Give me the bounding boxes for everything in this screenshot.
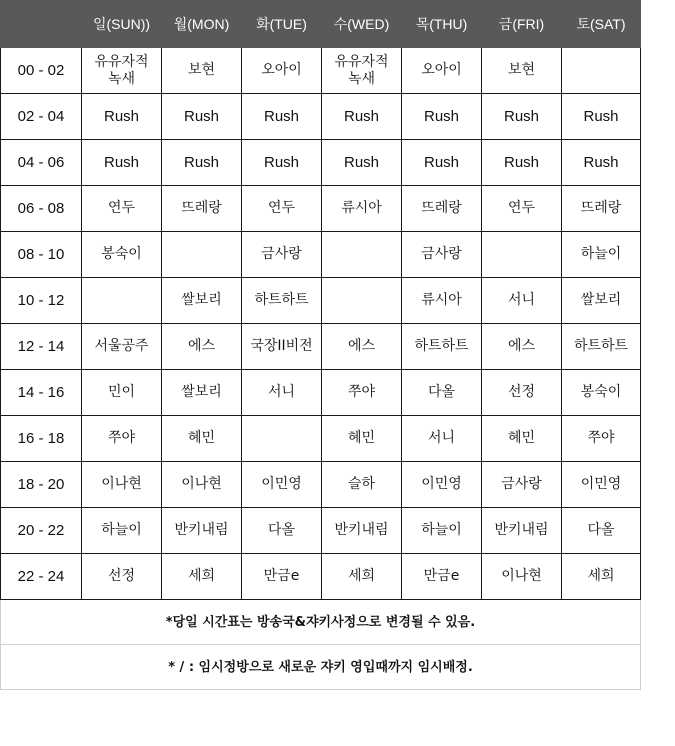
schedule-cell: 쌀보리 (162, 370, 242, 416)
schedule-cell: Rush (562, 94, 641, 140)
schedule-cell (322, 232, 402, 278)
header-row (1, 1, 641, 48)
time-slot-label: 10 - 12 (1, 278, 82, 324)
schedule-cell: Rush (162, 140, 242, 186)
time-slot-label: 12 - 14 (1, 324, 82, 370)
schedule-cell: 뜨레랑 (162, 186, 242, 232)
schedule-cell: 하트하트 (242, 278, 322, 324)
schedule-cell: 금사랑 (242, 232, 322, 278)
schedule-cell: 연두 (242, 186, 322, 232)
day-header: 월(MON) (162, 1, 242, 48)
schedule-body (1, 48, 641, 600)
schedule-cell: 다올 (402, 370, 482, 416)
schedule-cell: 하늘이 (562, 232, 641, 278)
schedule-cell: Rush (322, 140, 402, 186)
schedule-cell: 국장II비전 (242, 324, 322, 370)
schedule-row (1, 232, 641, 278)
schedule-cell: 유유자적 녹새 (322, 48, 402, 94)
schedule-cell: 서울공주 (82, 324, 162, 370)
schedule-note: *당일 시간표는 방송국&쟈키사정으로 변경될 수 있음. (1, 600, 641, 645)
time-slot-label: 08 - 10 (1, 232, 82, 278)
schedule-cell: 에스 (322, 324, 402, 370)
schedule-row (1, 48, 641, 94)
schedule-row (1, 554, 641, 600)
schedule-cell: 다올 (242, 508, 322, 554)
schedule-cell: Rush (482, 140, 562, 186)
schedule-note: * / : 임시정방으로 새로운 쟈키 영입때까지 임시배정. (1, 645, 641, 690)
day-header: 수(WED) (322, 1, 402, 48)
schedule-cell: 오아이 (242, 48, 322, 94)
schedule-row (1, 416, 641, 462)
schedule-row (1, 140, 641, 186)
schedule-cell: 하트하트 (562, 324, 641, 370)
schedule-cell: Rush (242, 140, 322, 186)
schedule-cell: 혜민 (482, 416, 562, 462)
schedule-cell: 혜민 (322, 416, 402, 462)
time-slot-label: 04 - 06 (1, 140, 82, 186)
schedule-cell: 금사랑 (482, 462, 562, 508)
schedule-cell: 반키내림 (162, 508, 242, 554)
schedule-cell (482, 232, 562, 278)
schedule-cell: Rush (82, 140, 162, 186)
schedule-row (1, 94, 641, 140)
schedule-cell: Rush (322, 94, 402, 140)
time-slot-label: 02 - 04 (1, 94, 82, 140)
schedule-cell: 민이 (82, 370, 162, 416)
schedule-cell: 세희 (162, 554, 242, 600)
schedule-cell: 반키내림 (482, 508, 562, 554)
schedule-cell: 금사랑 (402, 232, 482, 278)
schedule-cell: 에스 (482, 324, 562, 370)
time-slot-label: 16 - 18 (1, 416, 82, 462)
schedule-cell: 반키내림 (322, 508, 402, 554)
schedule-cell: Rush (482, 94, 562, 140)
schedule-cell: 이민영 (402, 462, 482, 508)
schedule-row (1, 324, 641, 370)
schedule-cell (162, 232, 242, 278)
schedule-cell: Rush (562, 140, 641, 186)
day-header: 목(THU) (402, 1, 482, 48)
schedule-cell: 봉숙이 (562, 370, 641, 416)
schedule-row (1, 508, 641, 554)
day-header: 토(SAT) (562, 1, 641, 48)
schedule-cell: 만금e (242, 554, 322, 600)
time-slot-label: 00 - 02 (1, 48, 82, 94)
day-header: 화(TUE) (242, 1, 322, 48)
schedule-cell: Rush (162, 94, 242, 140)
schedule-row (1, 370, 641, 416)
schedule-cell (82, 278, 162, 324)
time-slot-label: 06 - 08 (1, 186, 82, 232)
schedule-cell: 쭈야 (562, 416, 641, 462)
schedule-cell: 연두 (82, 186, 162, 232)
schedule-cell: 보현 (482, 48, 562, 94)
schedule-cell: 하늘이 (82, 508, 162, 554)
schedule-cell: 만금e (402, 554, 482, 600)
schedule-cell (322, 278, 402, 324)
note-row (1, 600, 641, 645)
schedule-cell: 류시아 (322, 186, 402, 232)
schedule-cell: 봉숙이 (82, 232, 162, 278)
schedule-row (1, 462, 641, 508)
schedule-cell: 이민영 (242, 462, 322, 508)
schedule-row (1, 186, 641, 232)
schedule-cell: 세희 (562, 554, 641, 600)
schedule-row (1, 278, 641, 324)
schedule-cell: Rush (402, 94, 482, 140)
schedule-cell: 슬하 (322, 462, 402, 508)
day-header: 일(SUN)) (82, 1, 162, 48)
schedule-cell: 서니 (402, 416, 482, 462)
schedule-cell: 이나현 (162, 462, 242, 508)
schedule-cell: 서니 (482, 278, 562, 324)
schedule-cell: 쌀보리 (162, 278, 242, 324)
schedule-cell: Rush (242, 94, 322, 140)
schedule-cell: 이나현 (482, 554, 562, 600)
time-slot-label: 18 - 20 (1, 462, 82, 508)
schedule-cell: 류시아 (402, 278, 482, 324)
schedule-cell (242, 416, 322, 462)
schedule-cell: 다올 (562, 508, 641, 554)
time-slot-label: 22 - 24 (1, 554, 82, 600)
schedule-cell: 뜨레랑 (562, 186, 641, 232)
schedule-cell (562, 48, 641, 94)
schedule-cell: Rush (402, 140, 482, 186)
schedule-cell: 연두 (482, 186, 562, 232)
schedule-cell: 혜민 (162, 416, 242, 462)
note-row (1, 645, 641, 690)
schedule-cell: 유유자적 녹새 (82, 48, 162, 94)
schedule-cell: 에스 (162, 324, 242, 370)
schedule-cell: 선정 (482, 370, 562, 416)
schedule-cell: 선정 (82, 554, 162, 600)
corner-header (1, 1, 82, 48)
schedule-cell: 쌀보리 (562, 278, 641, 324)
time-slot-label: 14 - 16 (1, 370, 82, 416)
schedule-cell: 쭈야 (82, 416, 162, 462)
schedule-cell: 하늘이 (402, 508, 482, 554)
day-header: 금(FRI) (482, 1, 562, 48)
schedule-cell: 세희 (322, 554, 402, 600)
time-slot-label: 20 - 22 (1, 508, 82, 554)
schedule-cell: 오아이 (402, 48, 482, 94)
schedule-cell: 하트하트 (402, 324, 482, 370)
schedule-cell: 서니 (242, 370, 322, 416)
schedule-cell: 뜨레랑 (402, 186, 482, 232)
schedule-cell: 이민영 (562, 462, 641, 508)
schedule-cell: 보현 (162, 48, 242, 94)
schedule-cell: 이나현 (82, 462, 162, 508)
schedule-cell: Rush (82, 94, 162, 140)
schedule-cell: 쭈야 (322, 370, 402, 416)
